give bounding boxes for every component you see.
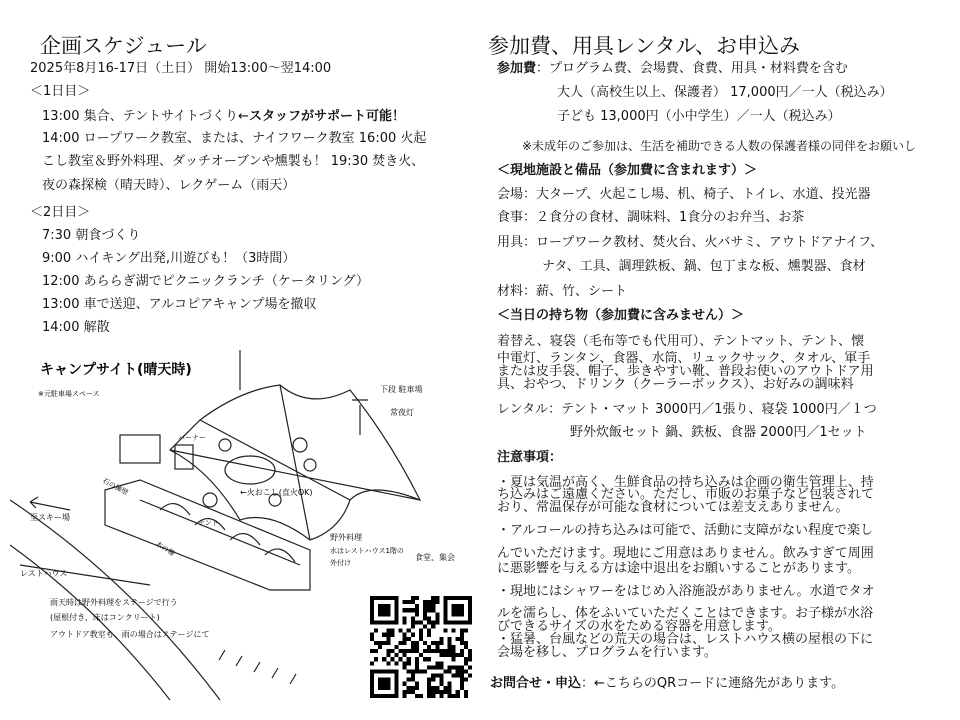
contact-label: お問合せ・申込 [490, 676, 582, 691]
caution-line: ・猛暑、台風などの荒天の場合は、レストハウス横の屋根の下に [497, 632, 873, 647]
sketch-label: 食堂、集会 [415, 553, 455, 562]
sketch-label: テント [198, 519, 219, 527]
day1-line-2: 14:00 ロープワーク教室、または、ナイフワーク教室 16:00 火起 [42, 131, 427, 146]
caution-heading: 注意事項： [497, 450, 563, 465]
fees-title: 参加費、用具レンタル、お申込み [488, 34, 800, 58]
sketch-label: 雨天時は野外料理をステージで行う [50, 598, 178, 607]
facility-tools: 用具：ロープワーク教材、焚火台、火バサミ、アウトドアナイフ、 [497, 235, 884, 250]
caution-line: に悪影響を与える方は途中退出をお願いすることがあります。 [497, 561, 860, 576]
bring-line: 着替え、寝袋（毛布等でも代用可）、テントマット、テント、懐 [497, 334, 865, 349]
sketch-label: 石の擁壁 [101, 476, 130, 497]
sketch-label: アウトドア教室も、雨の場合はステージにて [50, 630, 210, 639]
day2-item: 14:00 解散 [42, 320, 110, 335]
facility-meals: 食事：２食分の食材、調味料、1食分のお弁当、お茶 [497, 210, 805, 225]
minor-note: ※未成年のご参加は、生活を補助できる人数の保護者様の同伴をお願いし [522, 139, 917, 153]
day2-item: 13:00 車で送迎、アルコピアキャンプ場を撤収 [42, 297, 317, 312]
day2-heading: ＜2日目＞ [30, 205, 91, 220]
event-date: 2025年8月16-17日（土日） 開始13:00〜翌14:00 [30, 61, 332, 76]
caution-line: おり、常温保存が可能な食材については差支えありません。 [497, 500, 849, 515]
sketch-label: 野外料理 [330, 533, 362, 542]
day2-item: 7:30 朝食づくり [42, 228, 141, 243]
caution-line: ・現地にはシャワーをはじめ入浴施設がありません。水道でタオ [497, 584, 875, 599]
bring-line: 中電灯、ランタン、食器、水筒、リュックサック、タオル、軍手 [497, 351, 871, 366]
sketch-label: レストハウス [20, 569, 68, 578]
day2-item: 9:00 ハイキング出発,川遊びも！（3時間） [42, 251, 296, 266]
caution-line: ルを濡らし、体をふいていただくことはできます。お子様が水浴 [497, 606, 873, 621]
sketch-label: (屋根付き、床はコンクリート) [50, 613, 160, 622]
sketch-label: ※元駐車場スペース [38, 390, 100, 398]
staff-support-note: スタッフがサポート可能！ [248, 109, 405, 124]
caution-line: 会場を移し、プログラムを行います。 [497, 645, 717, 660]
sketch-label: 常夜灯 [390, 408, 414, 417]
facility-materials: 材料：薪、竹、シート [497, 284, 628, 299]
fee-label: 参加費 [497, 61, 537, 76]
sketch-label: 水はレストハウス1階の [330, 547, 404, 555]
facilities-heading: ＜現地施設と備品（参加費に含まれます）＞ [497, 163, 758, 178]
child-fee: 子ども 13,000円（小中学生）／一人（税込み） [557, 109, 841, 124]
fee-line [497, 60, 848, 77]
facility-tools-cont: ナタ、工具、調理鉄板、鍋、包丁まな板、燻製器、食材 [542, 259, 866, 274]
caution-line: ち込みはご遠慮ください。ただし、市販のお菓子など包装されて [497, 487, 875, 502]
day1-line-1-text: 13:00 集合、テントサイトづくり← [42, 109, 249, 124]
caution-line: ・夏は気温が高く、生鮮食品の持ち込みは企画の衛生管理上、持 [497, 475, 874, 490]
sketch-title: キャンプサイト(晴天時) [40, 362, 192, 378]
sketch-label: バーナー [178, 434, 206, 442]
day1-heading: ＜1日目＞ [30, 84, 91, 99]
rental-line-cont: 野外炊飯セット 鍋、鉄板、食器 2000円／1セット [570, 425, 867, 440]
bring-line: または皮手袋、帽子、歩きやすい靴、普段お使いのアウトドア用 [497, 364, 874, 379]
facility-venue: 会場：大タープ、火起こし場、机、椅子、トイレ、水道、投光器 [497, 187, 871, 202]
bring-heading: ＜当日の持ち物（参加費に含みません）＞ [497, 308, 745, 323]
day1-line-1 [42, 108, 405, 125]
day1-line-3: こし教室＆野外料理、ダッチオーブンや燻製も！ 19:30 焚き火、 [42, 154, 425, 169]
qr-code[interactable] [370, 596, 472, 698]
day2-item: 12:00 あららぎ湖でピクニックランチ（ケータリング） [42, 274, 369, 289]
caution-line: びできるサイズの水をためる容器を用意します。 [497, 619, 781, 634]
contact-line [490, 675, 844, 692]
sketch-label: 至スキー場 [30, 513, 70, 522]
day1-line-4: 夜の森探検（晴天時）、レクゲーム（雨天） [42, 178, 296, 193]
sketch-label: 外付け [330, 559, 351, 567]
sketch-label: 下段 駐車場 [380, 385, 423, 394]
fee-text: ：プログラム費、会場費、食費、用具・材料費を含む [536, 61, 848, 76]
rental-line: レンタル：テント・マット 3000円／1張り、寝袋 1000円／１つ [497, 402, 877, 417]
adult-fee: 大人（高校生以上、保護者） 17,000円／一人（税込み） [557, 85, 893, 100]
sketch-label: 木の柵 [153, 539, 176, 558]
caution-line: ・アルコールの持ち込みは可能で、活動に支障がない程度で楽し [497, 523, 873, 538]
bring-line: 具、おやつ、ドリンク（クーラーボックス）、お好みの調味料 [497, 377, 854, 392]
sketch-label: ←火おこし(直火OK) [240, 488, 313, 497]
caution-line: んでいただけます。現地にご用意はありません。飲みすぎて周囲 [497, 546, 874, 561]
schedule-title: 企画スケジュール [40, 34, 207, 58]
contact-text: ：←こちらのQRコードに連絡先があります。 [581, 676, 845, 691]
